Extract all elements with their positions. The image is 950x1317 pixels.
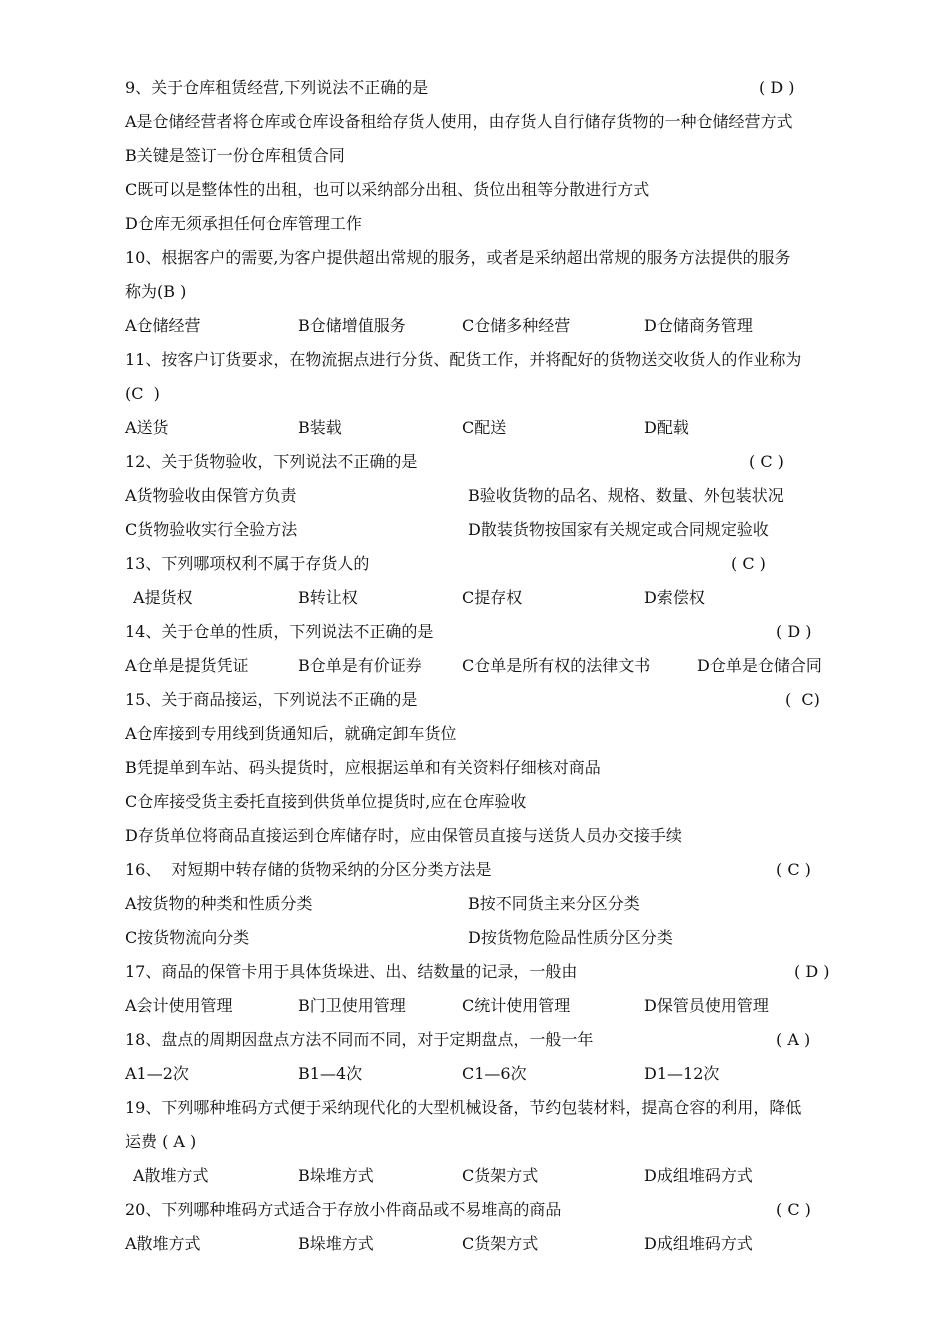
question-16-option-c: C按货物流向分类 [125, 928, 250, 947]
question-16-option-b: B按不同货主来分区分类 [468, 894, 640, 913]
question-18-answer: ( A ) [776, 1030, 811, 1049]
question-15-option-d: D存货单位将商品直接运到仓库储存时，应由保管员直接与送货人员办交接手续 [125, 826, 682, 845]
question-15-answer: ( C) [785, 690, 820, 709]
question-9-stem: 9、关于仓库租赁经营,下列说法不正确的是 [125, 78, 429, 97]
question-17-stem: 17、商品的保管卡用于具体货垛进、出、结数量的记录，一般由 [125, 962, 578, 981]
question-9-option-a: A是仓储经营者将仓库或仓库设备租给存货人使用，由存货人自行储存货物的一种仓储经营方式 [125, 112, 793, 131]
question-11-option-b: B装载 [298, 418, 342, 437]
question-20-option-a: A散堆方式 [125, 1234, 201, 1253]
question-15-option-b: B凭提单到车站、码头提货时，应根据运单和有关资料仔细核对商品 [125, 758, 601, 777]
question-14-stem: 14、关于仓单的性质，下列说法不正确的是 [125, 622, 434, 641]
question-19-option-c: C货架方式 [462, 1166, 539, 1185]
question-19-stem-continued: 运费 ( A ) [125, 1132, 197, 1151]
question-19-option-b: B垛堆方式 [298, 1166, 374, 1185]
question-11-stem-continued: (C ) [125, 384, 160, 403]
question-11-option-d: D配载 [644, 418, 689, 437]
question-10-stem-continued: 称为(B ) [125, 282, 187, 301]
question-20-answer: ( C ) [776, 1200, 811, 1219]
question-16-stem: 16、 对短期中转存储的货物采纳的分区分类方法是 [125, 860, 492, 879]
question-12-stem: 12、关于货物验收，下列说法不正确的是 [125, 452, 418, 471]
question-9-option-d: D仓库无须承担任何仓库管理工作 [125, 214, 362, 233]
question-11-option-a: A送货 [125, 418, 169, 437]
question-14-option-a: A仓单是提货凭证 [125, 656, 249, 675]
question-18-option-a: A1—2次 [125, 1064, 189, 1083]
question-15-option-a: A仓库接到专用线到货通知后，就确定卸车货位 [125, 724, 457, 743]
question-13-option-d: D索偿权 [644, 588, 705, 607]
question-11-option-c: C配送 [462, 418, 507, 437]
question-15-stem: 15、关于商品接运，下列说法不正确的是 [125, 690, 418, 709]
question-16-option-d: D按货物危险品性质分区分类 [468, 928, 673, 947]
question-10-stem: 10、根据客户的需要,为客户提供超出常规的服务，或者是采纳超出常规的服务方法提供的服务 [125, 248, 791, 267]
question-19-option-a: A散堆方式 [133, 1166, 209, 1185]
question-17-option-c: C统计使用管理 [462, 996, 571, 1015]
question-17-option-a: A会计使用管理 [125, 996, 233, 1015]
question-9-option-b: B关键是签订一份仓库租赁合同 [125, 146, 345, 165]
question-9-option-c: C既可以是整体性的出租，也可以采纳部分出租、货位出租等分散进行方式 [125, 180, 650, 199]
question-13-option-a: A提货权 [133, 588, 193, 607]
question-13-option-c: C提存权 [462, 588, 523, 607]
question-15-option-c: C仓库接受货主委托直接到供货单位提货时,应在仓库验收 [125, 792, 527, 811]
question-20-stem: 20、下列哪种堆码方式适合于存放小件商品或不易堆高的商品 [125, 1200, 562, 1219]
question-18-option-b: B1—4次 [298, 1064, 363, 1083]
question-11-stem: 11、按客户订货要求，在物流据点进行分货、配货工作，并将配好的货物送交收货人的作业称为 [125, 350, 802, 369]
question-19-stem: 19、下列哪种堆码方式便于采纳现代化的大型机械设备，节约包装材料，提高仓容的利用，降低 [125, 1098, 802, 1117]
question-10-option-d: D仓储商务管理 [644, 316, 753, 335]
question-19-option-d: D成组堆码方式 [644, 1166, 753, 1185]
question-16-option-a: A按货物的种类和性质分类 [125, 894, 313, 913]
question-18-stem: 18、盘点的周期因盘点方法不同而不同，对于定期盘点，一般一年 [125, 1030, 594, 1049]
question-10-option-a: A仓储经营 [125, 316, 201, 335]
question-18-option-c: C1—6次 [462, 1064, 527, 1083]
question-9-answer: ( D ) [759, 78, 795, 97]
question-14-answer: ( D ) [776, 622, 812, 641]
question-14-option-b: B仓单是有价证券 [298, 656, 422, 675]
question-13-answer: ( C ) [731, 554, 766, 573]
question-18-option-d: D1—12次 [644, 1064, 720, 1083]
question-10-option-c: C仓储多种经营 [462, 316, 571, 335]
question-12-answer: ( C ) [749, 452, 784, 471]
question-17-option-b: B门卫使用管理 [298, 996, 406, 1015]
question-10-option-b: B仓储增值服务 [298, 316, 406, 335]
question-12-option-b: B验收货物的品名、规格、数量、外包装状况 [468, 486, 784, 505]
question-13-stem: 13、下列哪项权利不属于存货人的 [125, 554, 370, 573]
question-20-option-b: B垛堆方式 [298, 1234, 374, 1253]
question-20-option-c: C货架方式 [462, 1234, 539, 1253]
question-20-option-d: D成组堆码方式 [644, 1234, 753, 1253]
question-12-option-a: A货物验收由保管方负责 [125, 486, 297, 505]
question-12-option-c: C货物验收实行全验方法 [125, 520, 298, 539]
question-14-option-d: D仓单是仓储合同 [697, 656, 822, 675]
question-13-option-b: B转让权 [298, 588, 358, 607]
question-12-option-d: D散装货物按国家有关规定或合同规定验收 [468, 520, 769, 539]
question-16-answer: ( C ) [776, 860, 811, 879]
question-17-answer: ( D ) [794, 962, 830, 981]
question-17-option-d: D保管员使用管理 [644, 996, 769, 1015]
question-14-option-c: C仓单是所有权的法律文书 [462, 656, 651, 675]
